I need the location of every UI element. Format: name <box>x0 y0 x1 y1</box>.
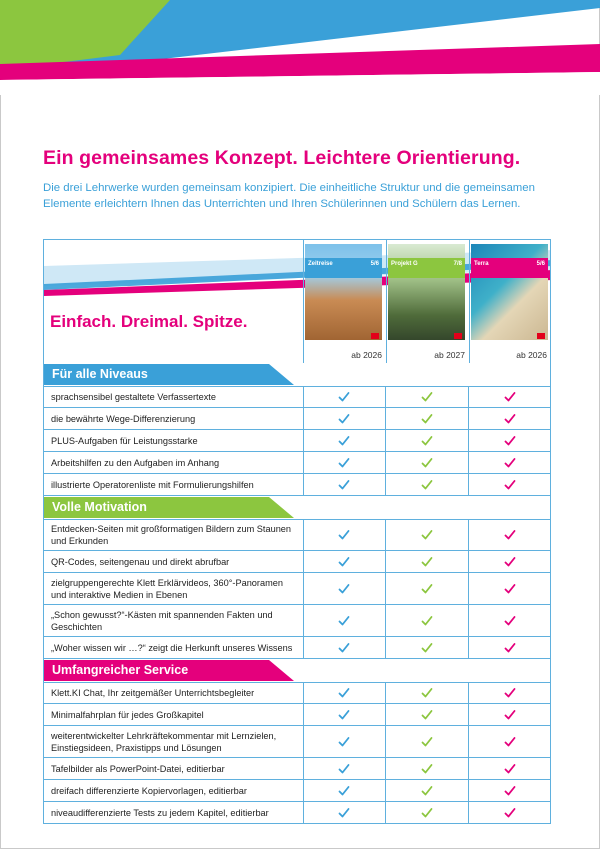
checkmark-icon <box>421 435 433 447</box>
check-cell <box>303 802 386 823</box>
check-cell <box>385 683 468 703</box>
page-title: Ein gemeinsames Konzept. Leichtere Orientierung. <box>43 147 521 169</box>
cover-foot <box>388 340 465 346</box>
book-title: Projekt G <box>391 261 418 267</box>
checkmark-icon <box>504 642 516 654</box>
book-cover-zeitreise[interactable] <box>305 244 382 346</box>
table-row <box>43 551 551 573</box>
checkmark-icon <box>504 709 516 721</box>
check-cell <box>385 605 468 636</box>
feature-label: Entdecken-Seiten mit großformatigen Bildern zum Staunen und Erkunden <box>51 524 292 546</box>
checkmark-icon <box>421 556 433 568</box>
cover-foot <box>305 340 382 346</box>
table-row <box>43 682 551 704</box>
check-cell <box>385 573 468 604</box>
checkmark-icon <box>421 457 433 469</box>
book-column-terra <box>469 240 551 363</box>
checkmark-icon <box>338 413 350 425</box>
book-cover-projekt-g[interactable] <box>388 244 465 346</box>
check-cell <box>468 452 550 473</box>
checkmark-icon <box>338 529 350 541</box>
checkmark-icon <box>338 435 350 447</box>
checkmark-icon <box>338 687 350 699</box>
check-cell <box>468 387 550 407</box>
check-cell <box>385 387 468 407</box>
book-title: Zeitreise <box>308 261 333 267</box>
checkmark-icon <box>504 736 516 748</box>
book-grade: 5/6 <box>536 261 545 267</box>
section-title: Für alle Niveaus <box>52 367 148 381</box>
table-row <box>43 726 551 758</box>
check-cell <box>303 408 386 429</box>
section-header <box>43 496 551 519</box>
table-row <box>43 605 551 637</box>
checkmark-icon <box>421 529 433 541</box>
check-cell <box>385 551 468 572</box>
feature-label: weiterentwickelter Lehrkräftekommentar mit Lernzielen, Einstiegsideen, Praxistipps und Lösungen <box>51 730 277 753</box>
check-cell <box>303 726 386 757</box>
checkmark-icon <box>504 435 516 447</box>
checkmark-icon <box>421 583 433 595</box>
check-cell <box>468 551 550 572</box>
checkmark-icon <box>421 807 433 819</box>
section-title: Volle Motivation <box>52 500 147 514</box>
feature-label: PLUS-Aufgaben für Leistungsstarke <box>51 435 198 446</box>
section-header <box>43 659 551 682</box>
check-cell <box>468 573 550 604</box>
check-cell <box>303 637 386 658</box>
availability: ab 2026 <box>351 350 382 360</box>
section-title: Umfangreicher Service <box>52 663 189 677</box>
feature-label: sprachsensibel gestaltete Verfassertexte <box>51 392 216 402</box>
checkmark-icon <box>338 785 350 797</box>
checkmark-icon <box>504 583 516 595</box>
check-cell <box>468 704 550 725</box>
table-row <box>43 430 551 452</box>
intro-text: Die drei Lehrwerke wurden gemeinsam konzipiert. Die einheitliche Struktur und die gemeinsamen Elemente erleichtern Ihnen das Unterrichten und Ihren Schülerinnen und Schülern das Lernen. <box>43 182 535 210</box>
book-title: Terra <box>474 261 489 267</box>
checkmark-icon <box>421 687 433 699</box>
checkmark-icon <box>421 615 433 627</box>
feature-label: Minimalfahrplan für jedes Großkapitel <box>51 709 204 720</box>
section-header <box>43 363 551 386</box>
check-cell <box>303 573 386 604</box>
check-cell <box>303 474 386 495</box>
check-cell <box>303 704 386 725</box>
checkmark-icon <box>338 807 350 819</box>
feature-label: „Schon gewusst?“-Kästen mit spannenden Fakten und Geschichten <box>51 609 273 632</box>
table-row <box>43 452 551 474</box>
checkmark-icon <box>338 642 350 654</box>
check-cell <box>303 758 386 779</box>
checkmark-icon <box>338 736 350 748</box>
check-cell <box>303 780 386 801</box>
comparison-table <box>43 239 551 824</box>
table-row <box>43 573 551 605</box>
check-cell <box>468 520 550 550</box>
table-row <box>43 519 551 551</box>
publisher-logo-icon <box>371 333 379 339</box>
check-cell <box>385 802 468 823</box>
check-cell <box>385 520 468 550</box>
check-cell <box>468 780 550 801</box>
checkmark-icon <box>421 709 433 721</box>
checkmark-icon <box>421 479 433 491</box>
book-grade: 7/8 <box>453 261 462 267</box>
feature-label: die bewährte Wege-Differenzierung <box>51 413 196 424</box>
table-row <box>43 637 551 659</box>
checkmark-icon <box>504 457 516 469</box>
book-grade: 5/6 <box>370 261 379 267</box>
checkmark-icon <box>338 457 350 469</box>
check-cell <box>385 780 468 801</box>
checkmark-icon <box>504 529 516 541</box>
availability: ab 2026 <box>516 350 547 360</box>
book-column-zeitreise <box>303 240 386 363</box>
availability: ab 2027 <box>434 350 465 360</box>
checkmark-icon <box>338 583 350 595</box>
check-cell <box>468 683 550 703</box>
check-cell <box>468 605 550 636</box>
table-row <box>43 386 551 408</box>
check-cell <box>303 605 386 636</box>
check-cell <box>385 474 468 495</box>
check-cell <box>385 758 468 779</box>
feature-label: niveaudifferenzierte Tests zu jedem Kapitel, editierbar <box>51 807 269 818</box>
publisher-logo-icon <box>537 333 545 339</box>
table-header <box>43 239 551 363</box>
check-cell <box>468 802 550 823</box>
checkmark-icon <box>421 763 433 775</box>
check-cell <box>468 430 550 451</box>
feature-label: Tafelbilder als PowerPoint-Datei, editierbar <box>51 763 225 774</box>
checkmark-icon <box>421 642 433 654</box>
top-decoration <box>0 0 600 95</box>
checkmark-icon <box>504 687 516 699</box>
feature-label: QR-Codes, seitengenau und direkt abrufbar <box>51 556 230 567</box>
table-row <box>43 474 551 496</box>
checkmark-icon <box>504 785 516 797</box>
check-cell <box>468 758 550 779</box>
check-cell <box>385 637 468 658</box>
check-cell <box>468 408 550 429</box>
feature-label: zielgruppengerechte Klett Erklärvideos, 360°-Panoramen und interaktive Medien in Ebenen <box>51 577 283 600</box>
check-cell <box>385 704 468 725</box>
check-cell <box>303 683 386 703</box>
feature-label: Arbeitshilfen zu den Aufgaben im Anhang <box>51 457 220 468</box>
slogan: Einfach. Dreimal. Spitze. <box>50 312 248 331</box>
checkmark-icon <box>338 763 350 775</box>
checkmark-icon <box>338 615 350 627</box>
table-row <box>43 802 551 824</box>
checkmark-icon <box>338 556 350 568</box>
check-cell <box>303 520 386 550</box>
table-row <box>43 408 551 430</box>
checkmark-icon <box>504 413 516 425</box>
check-cell <box>385 452 468 473</box>
check-cell <box>468 726 550 757</box>
table-row <box>43 780 551 802</box>
check-cell <box>468 637 550 658</box>
check-cell <box>303 452 386 473</box>
table-row <box>43 758 551 780</box>
publisher-logo-icon <box>454 333 462 339</box>
check-cell <box>385 408 468 429</box>
table-body <box>43 363 551 824</box>
check-cell <box>468 474 550 495</box>
check-cell <box>303 430 386 451</box>
check-cell <box>385 430 468 451</box>
checkmark-icon <box>421 413 433 425</box>
book-column-projekt-g <box>386 240 469 363</box>
checkmark-icon <box>421 785 433 797</box>
check-cell <box>303 387 386 407</box>
table-row <box>43 704 551 726</box>
checkmark-icon <box>421 391 433 403</box>
check-cell <box>303 551 386 572</box>
checkmark-icon <box>504 615 516 627</box>
check-cell <box>385 726 468 757</box>
checkmark-icon <box>504 556 516 568</box>
checkmark-icon <box>504 391 516 403</box>
checkmark-icon <box>421 736 433 748</box>
cover-foot <box>471 340 548 346</box>
feature-label: dreifach differenzierte Kopiervorlagen, editierbar <box>51 785 247 796</box>
book-cover-terra[interactable] <box>471 244 548 346</box>
checkmark-icon <box>338 479 350 491</box>
checkmark-icon <box>338 709 350 721</box>
checkmark-icon <box>504 479 516 491</box>
feature-label: Klett.KI Chat, Ihr zeitgemäßer Unterrichtsbegleiter <box>51 688 255 698</box>
feature-label: „Woher wissen wir …?“ zeigt die Herkunft unseres Wissens <box>51 642 293 653</box>
checkmark-icon <box>504 807 516 819</box>
feature-label: illustrierte Operatorenliste mit Formulierungshilfen <box>51 479 254 490</box>
checkmark-icon <box>504 763 516 775</box>
checkmark-icon <box>338 391 350 403</box>
